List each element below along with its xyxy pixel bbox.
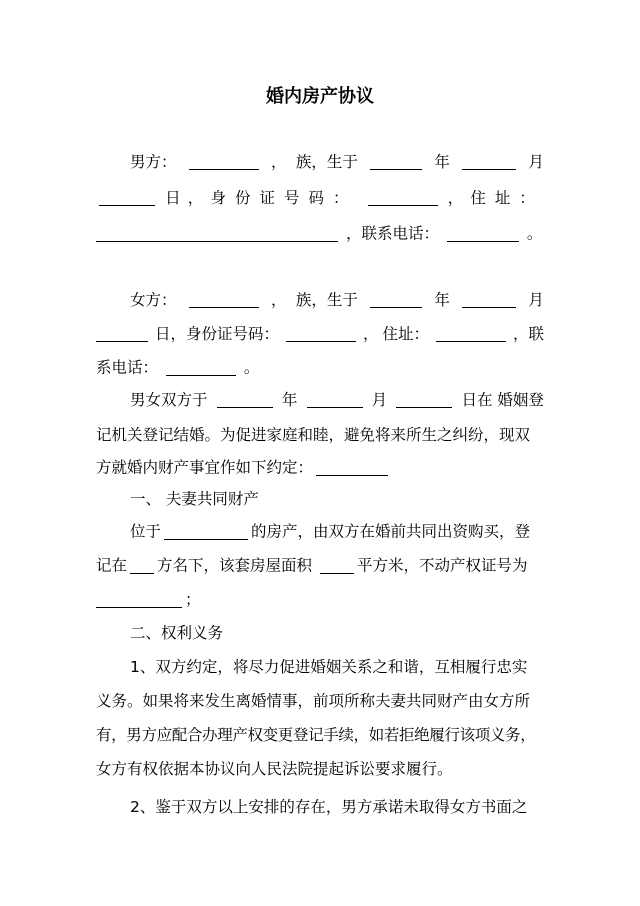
male-comma-3: ， bbox=[447, 188, 464, 207]
female-line-1 bbox=[96, 288, 544, 311]
female-line-3 bbox=[96, 356, 544, 379]
male-address-label: 住址： bbox=[470, 188, 544, 207]
marriage-year-blank bbox=[217, 391, 273, 408]
document-title: 婚内房产协议 bbox=[266, 86, 374, 107]
male-day-text: 日 bbox=[165, 188, 181, 207]
section2-p1-line-4: 女方有权依据本协议向人民法院提起诉讼要求履行。 bbox=[96, 760, 453, 778]
male-month-text: 月 bbox=[528, 152, 544, 171]
male-address-blank bbox=[96, 225, 338, 242]
certificate-number-blank bbox=[96, 591, 182, 608]
owner-blank bbox=[130, 557, 154, 574]
male-label: 男方： bbox=[130, 152, 177, 171]
male-birth-year-blank bbox=[370, 153, 422, 170]
female-phone-label: 系电话： bbox=[96, 358, 159, 377]
section2-p1-line-1: 1、双方约定，将尽力促进婚姻关系之和谐，互相履行忠实 bbox=[130, 658, 528, 676]
marriage-month-blank bbox=[307, 391, 363, 408]
male-comma-2: ， bbox=[187, 188, 204, 207]
female-label: 女方： bbox=[130, 290, 177, 309]
area-blank bbox=[320, 557, 354, 574]
female-year-text: 年 bbox=[434, 290, 450, 309]
section1-text-1a: 位于 bbox=[130, 522, 162, 541]
female-month-text: 月 bbox=[528, 290, 544, 309]
female-address-label: 住址： bbox=[382, 324, 429, 343]
female-birth-day-blank bbox=[96, 325, 148, 342]
female-id-blank bbox=[286, 325, 356, 342]
section1-text-2c: 平方米，不动产权证号为 bbox=[357, 556, 528, 575]
intro-line-2: 记机关登记结婚。为促进家庭和睦，避免将来所生之纠纷，现双 bbox=[96, 426, 531, 444]
intro-year-text: 年 bbox=[281, 390, 298, 409]
female-comma-2: ， bbox=[362, 324, 379, 343]
section1-text-2a: 记在 bbox=[96, 556, 128, 575]
intro-text-1: 男女双方于 bbox=[130, 390, 208, 409]
section1-line-2 bbox=[96, 554, 544, 577]
female-line-2 bbox=[96, 322, 544, 345]
marriage-day-blank bbox=[396, 391, 452, 408]
male-phone-blank bbox=[447, 225, 519, 242]
section2-p1-line-2: 义务。如果将来发生离婚情事，前项所称夫妻共同财产由女方所 bbox=[96, 692, 531, 710]
male-id-blank bbox=[368, 189, 438, 206]
male-line-2 bbox=[96, 186, 544, 209]
section1-text-1b: 的房产，由双方在婚前共同出资购买，登 bbox=[251, 522, 531, 541]
female-birth-year-blank bbox=[370, 291, 422, 308]
property-location-blank bbox=[164, 523, 248, 540]
male-birth-day-blank bbox=[99, 189, 155, 206]
female-phone-blank bbox=[166, 359, 236, 376]
intro-day-text: 日在 婚姻登 bbox=[461, 390, 544, 409]
intro-month-text: 月 bbox=[371, 390, 388, 409]
male-phone-label: ，联系电话： bbox=[345, 224, 439, 243]
female-end: 。 bbox=[243, 358, 260, 377]
section1-text-2b: 方名下，该套房屋面积 bbox=[157, 556, 313, 575]
male-end: 。 bbox=[526, 224, 543, 243]
section1-end: ； bbox=[185, 590, 201, 609]
female-ethnic-text: 族，生于 bbox=[295, 290, 358, 309]
male-line-1 bbox=[96, 150, 544, 173]
male-id-label: 身份证号码： bbox=[210, 188, 358, 207]
section2-p1-line-3: 有，男方应配合办理产权变更登记手续，如若拒绝履行该项义务， bbox=[96, 726, 536, 744]
male-year-text: 年 bbox=[434, 152, 450, 171]
female-comma: ， bbox=[271, 290, 287, 309]
male-comma: ， bbox=[271, 152, 287, 171]
female-address-blank bbox=[436, 325, 506, 342]
intro-line-3 bbox=[96, 456, 544, 479]
female-birth-month-blank bbox=[462, 291, 516, 308]
section1-line-3 bbox=[96, 588, 544, 611]
section1-line-1 bbox=[96, 520, 544, 543]
male-line-3 bbox=[96, 222, 544, 245]
female-line2-end: ，联 bbox=[512, 324, 544, 343]
intro-text-3: 方就婚内财产事宜作如下约定： bbox=[96, 458, 314, 477]
male-birth-month-blank bbox=[462, 153, 516, 170]
section1-heading: 一、 夫妻共同财产 bbox=[130, 490, 259, 508]
section2-p2-line-1: 2、鉴于双方以上安排的存在，男方承诺未取得女方书面之 bbox=[130, 798, 528, 816]
intro-line-1 bbox=[96, 388, 544, 411]
agreement-blank bbox=[316, 459, 388, 476]
male-name-blank bbox=[189, 153, 259, 170]
male-ethnic-text: 族，生于 bbox=[295, 152, 358, 171]
female-name-blank bbox=[189, 291, 259, 308]
female-id-label: 日，身份证号码： bbox=[154, 324, 279, 343]
section2-heading: 二、权利义务 bbox=[130, 624, 224, 642]
